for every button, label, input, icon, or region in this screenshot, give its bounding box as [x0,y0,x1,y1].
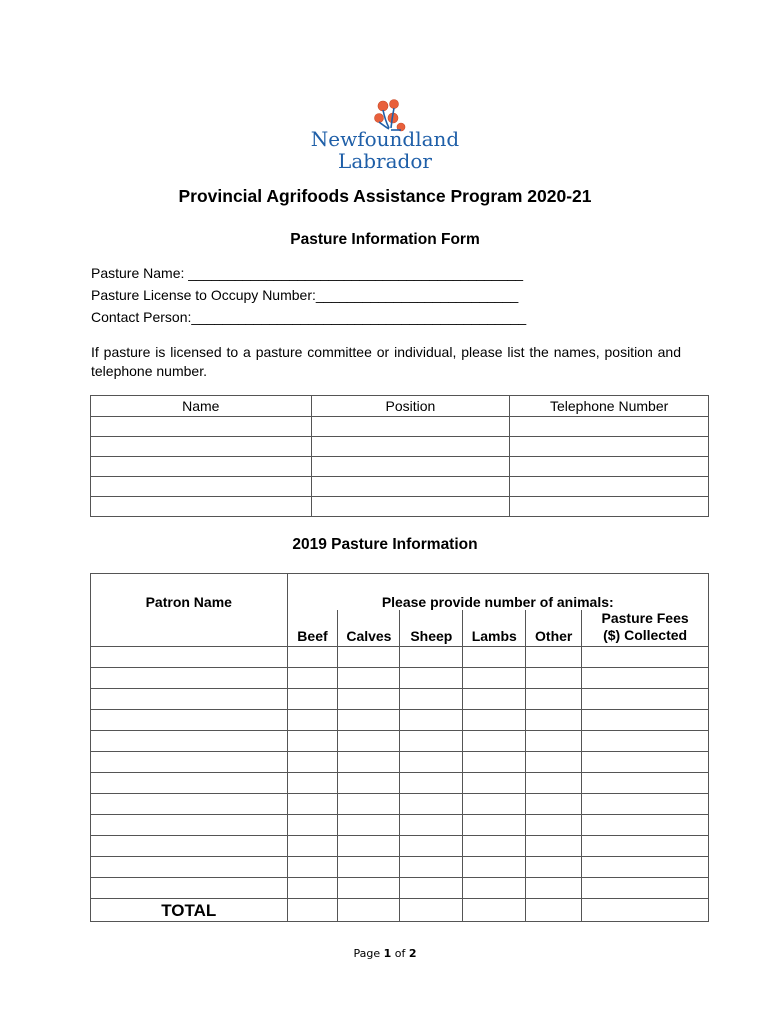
calves-cell[interactable] [338,857,400,878]
other-cell[interactable] [526,731,582,752]
fees-cell[interactable] [582,794,709,815]
sheep-header: Sheep [400,610,463,647]
telephone-cell[interactable] [510,437,709,457]
patron-cell[interactable] [91,878,288,899]
sheep-cell[interactable] [400,773,463,794]
telephone-cell[interactable] [510,457,709,477]
lambs-cell[interactable] [463,647,526,668]
name-cell[interactable] [91,417,312,437]
beef-header: Beef [287,610,338,647]
svg-text:Labrador: Labrador [338,149,432,173]
sheep-cell[interactable] [400,857,463,878]
lambs-cell[interactable] [463,668,526,689]
patron-cell[interactable] [91,752,288,773]
telephone-header: Telephone Number [510,396,709,417]
calves-cell[interactable] [338,689,400,710]
pitcher-plant-icon [305,96,465,176]
total-cell[interactable] [526,899,582,922]
beef-cell[interactable] [287,794,338,815]
table-header-row [91,574,709,611]
footer-of: of [391,947,409,960]
other-cell[interactable] [526,794,582,815]
lambs-cell[interactable] [463,794,526,815]
position-cell[interactable] [311,477,510,497]
sheep-cell[interactable] [400,647,463,668]
calves-cell[interactable] [338,710,400,731]
table-row [91,836,709,857]
other-cell[interactable] [526,668,582,689]
table-row [91,878,709,899]
sheep-cell[interactable] [400,668,463,689]
table-row [91,815,709,836]
sheep-cell[interactable] [400,794,463,815]
beef-cell[interactable] [287,878,338,899]
sheep-cell[interactable] [400,752,463,773]
beef-cell[interactable] [287,668,338,689]
license-number-field[interactable]: Pasture License to Occupy Number:__________________________ [91,287,519,303]
position-header: Position [311,396,510,417]
patron-cell[interactable] [91,647,288,668]
telephone-cell[interactable] [510,477,709,497]
beef-cell[interactable] [287,773,338,794]
position-cell[interactable] [311,417,510,437]
beef-cell[interactable] [287,752,338,773]
other-cell[interactable] [526,647,582,668]
position-cell[interactable] [311,437,510,457]
table-row [91,689,709,710]
total-label: TOTAL [91,899,288,922]
beef-cell[interactable] [287,857,338,878]
lambs-cell[interactable] [463,731,526,752]
position-cell[interactable] [311,497,510,517]
beef-cell[interactable] [287,836,338,857]
pasture-fees-header [582,610,709,647]
calves-cell[interactable] [338,815,400,836]
calves-cell[interactable] [338,773,400,794]
name-cell[interactable] [91,437,312,457]
other-cell[interactable] [526,689,582,710]
name-cell[interactable] [91,477,312,497]
other-cell[interactable] [526,773,582,794]
patron-cell[interactable] [91,710,288,731]
patron-cell[interactable] [91,731,288,752]
form-subtitle: Pasture Information Form [290,231,480,248]
fees-header-line1: Pasture Fees [601,610,689,626]
lambs-cell[interactable] [463,857,526,878]
fees-cell[interactable] [582,731,709,752]
calves-cell[interactable] [338,731,400,752]
patron-cell[interactable] [91,794,288,815]
name-header: Name [91,396,312,417]
lambs-header: Lambs [463,610,526,647]
instruction-text: If pasture is licensed to a pasture committee or individual, please list the names, position and telephone number. [91,344,681,379]
beef-cell[interactable] [287,689,338,710]
calves-cell[interactable] [338,752,400,773]
table-row [91,857,709,878]
footer-prefix: Page [353,947,384,960]
calves-cell[interactable] [338,878,400,899]
sheep-cell[interactable] [400,710,463,731]
table-header-row [91,396,709,417]
other-cell[interactable] [526,857,582,878]
fees-cell[interactable] [582,857,709,878]
name-cell[interactable] [91,457,312,477]
section-title: 2019 Pasture Information [292,536,478,553]
fees-cell[interactable] [582,668,709,689]
form-title: Provincial Agrifoods Assistance Program 2020-21 [178,186,592,206]
total-cell[interactable] [338,899,400,922]
beef-cell[interactable] [287,731,338,752]
table-row [91,710,709,731]
fees-cell[interactable] [582,815,709,836]
svg-text:Newfoundland: Newfoundland [310,127,460,151]
fees-header-line2: ($) Collected [603,627,688,643]
page-total: 2 [408,947,417,960]
table-row [91,477,709,497]
contacts-table [90,395,709,517]
patron-cell[interactable] [91,836,288,857]
patron-cell[interactable] [91,815,288,836]
lambs-cell[interactable] [463,773,526,794]
table-row [91,752,709,773]
contact-person-field[interactable]: Contact Person:___________________________________________ [91,309,527,325]
total-cell[interactable] [400,899,463,922]
table-row [91,457,709,477]
telephone-cell[interactable] [510,497,709,517]
fees-cell[interactable] [582,710,709,731]
lambs-cell[interactable] [463,689,526,710]
total-cell[interactable] [582,899,709,922]
beef-cell[interactable] [287,710,338,731]
calves-cell[interactable] [338,794,400,815]
table-row [91,417,709,437]
position-cell[interactable] [311,457,510,477]
fees-cell[interactable] [582,647,709,668]
other-header: Other [526,610,582,647]
total-row [91,899,709,922]
newfoundland-labrador-logo [305,96,465,176]
calves-header: Calves [338,610,400,647]
patron-cell[interactable] [91,689,288,710]
other-cell[interactable] [526,836,582,857]
calves-cell[interactable] [338,647,400,668]
lambs-cell[interactable] [463,878,526,899]
patron-cell[interactable] [91,668,288,689]
pasture-name-field[interactable]: Pasture Name: ___________________________________________ [91,265,524,281]
other-cell[interactable] [526,710,582,731]
table-row [91,668,709,689]
fees-cell[interactable] [582,689,709,710]
fees-cell[interactable] [582,836,709,857]
other-cell[interactable] [526,752,582,773]
table-row [91,773,709,794]
sheep-cell[interactable] [400,878,463,899]
other-cell[interactable] [526,815,582,836]
animals-header: Please provide number of animals: [287,574,708,611]
telephone-cell[interactable] [510,417,709,437]
lambs-cell[interactable] [463,710,526,731]
pasture-table [90,573,709,922]
patron-cell[interactable] [91,857,288,878]
sheep-cell[interactable] [400,689,463,710]
total-cell[interactable] [287,899,338,922]
page-footer [0,947,770,960]
total-cell[interactable] [463,899,526,922]
sheep-cell[interactable] [400,815,463,836]
lambs-cell[interactable] [463,752,526,773]
fees-cell[interactable] [582,752,709,773]
page-number: 1 [383,947,392,960]
patron-name-header: Patron Name [91,574,288,647]
patron-cell[interactable] [91,773,288,794]
other-cell[interactable] [526,878,582,899]
lambs-cell[interactable] [463,836,526,857]
sheep-cell[interactable] [400,836,463,857]
table-row [91,437,709,457]
fees-cell[interactable] [582,878,709,899]
table-row [91,731,709,752]
name-cell[interactable] [91,497,312,517]
pasture-rows [91,647,709,899]
lambs-cell[interactable] [463,815,526,836]
fees-cell[interactable] [582,773,709,794]
table-row [91,794,709,815]
calves-cell[interactable] [338,668,400,689]
beef-cell[interactable] [287,647,338,668]
sheep-cell[interactable] [400,731,463,752]
table-row [91,497,709,517]
beef-cell[interactable] [287,815,338,836]
calves-cell[interactable] [338,836,400,857]
table-row [91,647,709,668]
